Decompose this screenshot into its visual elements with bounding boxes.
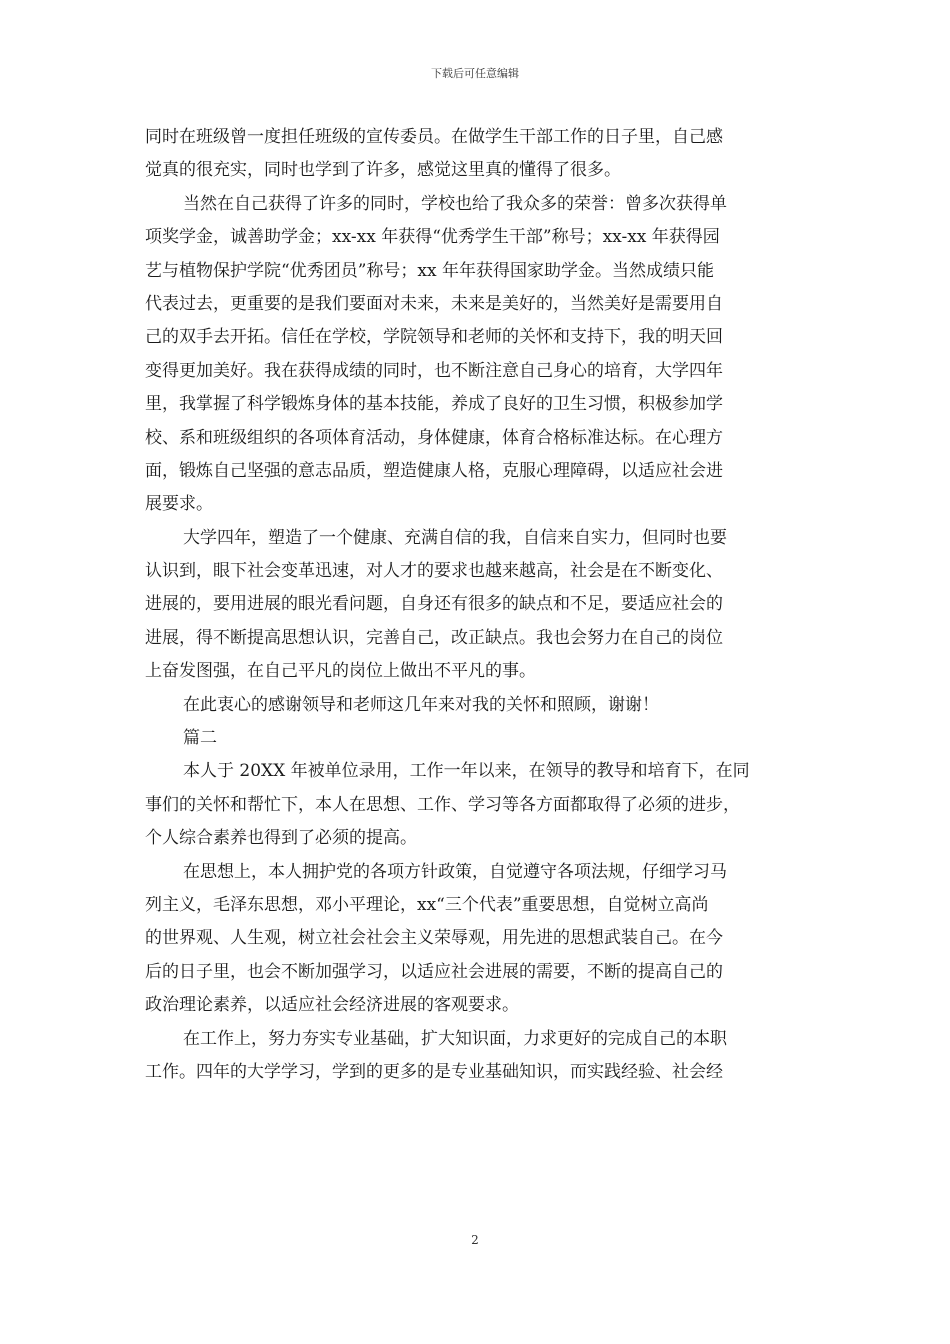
text-line: 进展，得不断提高思想认识，完善自己，改正缺点。我也会努力在自己的岗位: [145, 627, 723, 648]
text-line: 艺与植物保护学院“优秀团员”称号；xx 年年获得国家助学金。当然成绩只能: [145, 260, 714, 281]
text-line: 列主义，毛泽东思想，邓小平理论，xx“三个代表”重要思想，自觉树立高尚: [145, 894, 709, 915]
text-line: 同时在班级曾一度担任班级的宣传委员。在做学生干部工作的日子里，自己感: [145, 127, 723, 147]
text-line: 大学四年，塑造了一个健康、充满自信的我，自信来自实力，但同时也要: [183, 527, 727, 548]
text-line: 个人综合素养也得到了必须的提高。: [145, 828, 417, 849]
section-heading: 篇二: [183, 728, 217, 749]
text-line: 觉真的很充实，同时也学到了许多，感觉这里真的懂得了很多。: [145, 160, 621, 181]
text-line: 事们的关怀和帮忙下，本人在思想、工作、学习等各方面都取得了必须的进步，: [145, 794, 740, 815]
text-line: 校、系和班级组织的各项体育活动，身体健康，体育合格标准达标。在心理方: [145, 427, 723, 448]
text-line: 里，我掌握了科学锻炼身体的基本技能，养成了良好的卫生习惯，积极参加学: [145, 394, 723, 415]
text-line: 己的双手去开拓。信任在学校，学院领导和老师的关怀和支持下，我的明天回: [145, 327, 723, 348]
text-line: 当然在自己获得了许多的同时，学校也给了我众多的荣誉：曾多次获得单: [183, 193, 727, 214]
text-line: 本人于 20XX 年被单位录用，工作一年以来，在领导的教导和培育下，在同: [183, 761, 750, 782]
text-line: 项奖学金，诚善助学金；xx-xx 年获得“优秀学生干部”称号；xx-xx 年获得园: [145, 227, 720, 248]
text-line: 的世界观、人生观，树立社会社会主义荣辱观，用先进的思想武装自己。在今: [145, 928, 723, 949]
text-line: 上奋发图强，在自己平凡的岗位上做出不平凡的事。: [145, 661, 536, 682]
text-line: 代表过去，更重要的是我们要面对未来，未来是美好的，当然美好是需要用自: [145, 293, 723, 314]
text-line: 在思想上，本人拥护党的各项方针政策，自觉遵守各项法规，仔细学习马: [183, 861, 727, 882]
page-number: 2: [471, 1233, 479, 1247]
text-line: 后的日子里，也会不断加强学习，以适应社会进展的需要，不断的提高自己的: [145, 961, 723, 982]
text-line: 展要求。: [145, 494, 213, 515]
text-line: 工作。四年的大学学习，学到的更多的是专业基础知识，而实践经验、社会经: [145, 1061, 723, 1082]
page-header: 下载后可任意编辑: [431, 67, 519, 80]
text-line: 变得更加美好。我在获得成绩的同时，也不断注意自己身心的培育，大学四年: [145, 360, 723, 381]
text-line: 在工作上，努力夯实专业基础，扩大知识面，力求更好的完成自己的本职: [183, 1028, 727, 1049]
text-line: 面，锻炼自己坚强的意志品质，塑造健康人格，克服心理障碍，以适应社会进: [145, 460, 723, 481]
text-line: 在此衷心的感谢领导和老师这几年来对我的关怀和照顾，谢谢！: [183, 694, 659, 715]
text-line: 认识到，眼下社会变革迅速，对人才的要求也越来越高，社会是在不断变化、: [145, 561, 723, 582]
text-line: 进展的，要用进展的眼光看问题，自身还有很多的缺点和不足，要适应社会的: [145, 594, 723, 615]
document-body: [145, 121, 813, 1089]
text-line: 政治理论素养，以适应社会经济进展的客观要求。: [145, 995, 519, 1016]
